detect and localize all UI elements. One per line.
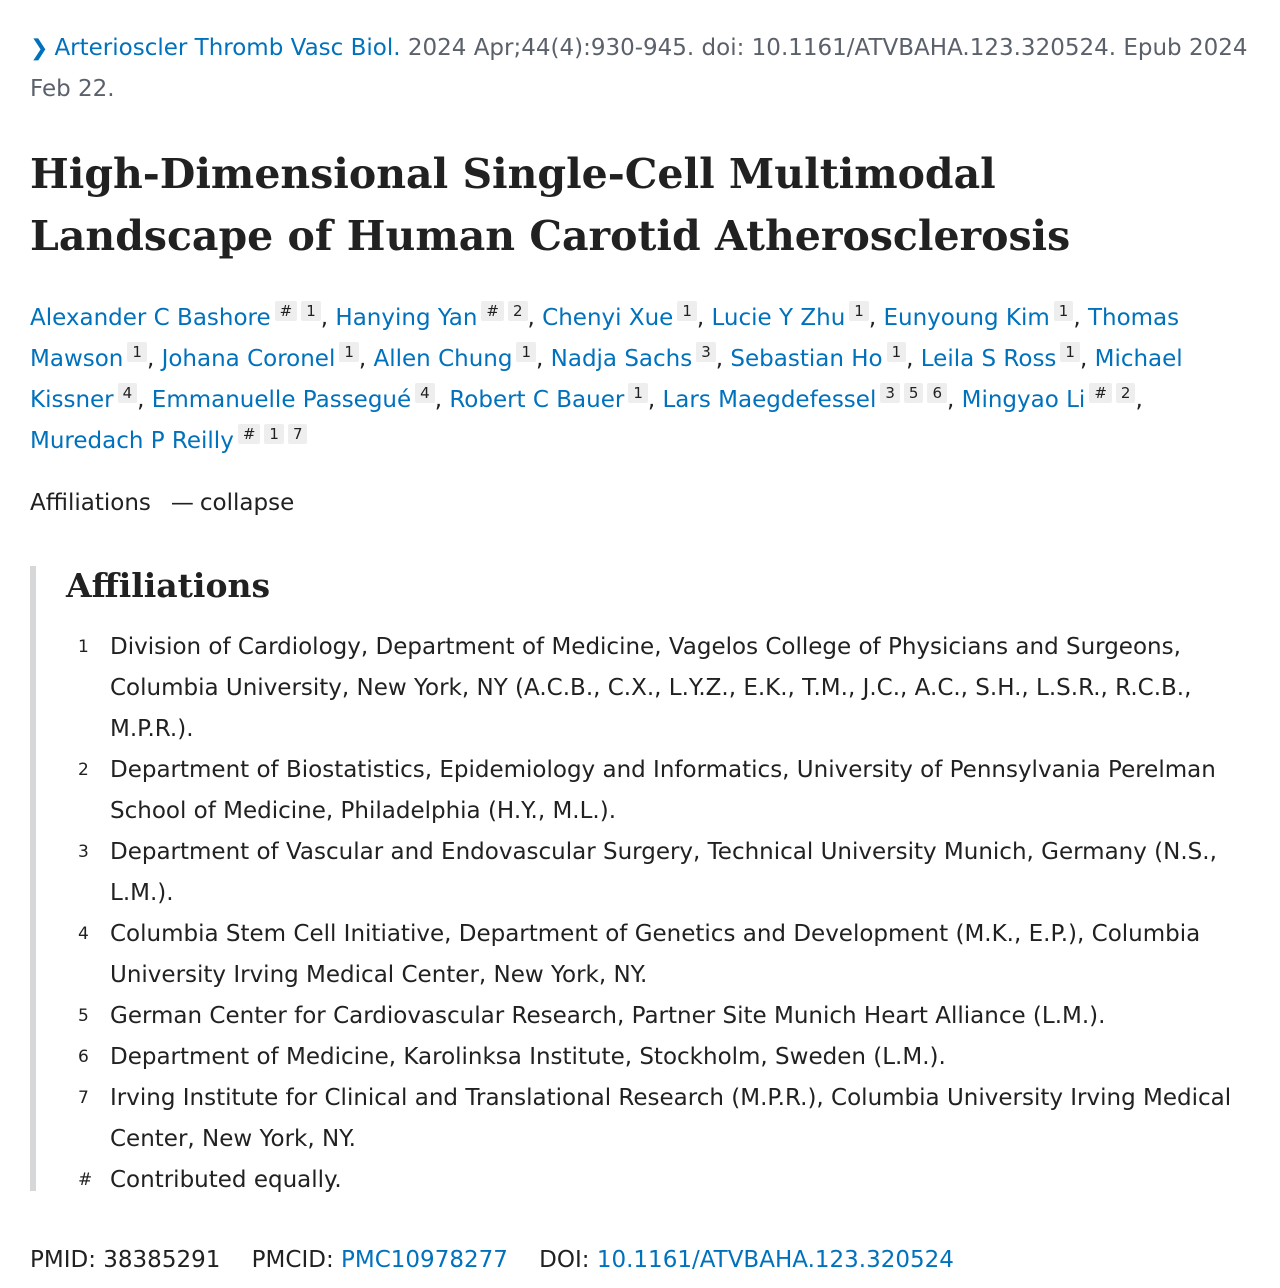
affiliation-ref[interactable]: # [238, 424, 261, 444]
author-link[interactable]: Nadja Sachs [550, 346, 693, 372]
affiliation-number: # [78, 1170, 93, 1190]
author-separator: , [696, 305, 712, 331]
author-separator: , [647, 387, 663, 413]
affiliation-text: Contributed equally. [110, 1167, 342, 1193]
chevron-right-icon[interactable]: ❯ [30, 36, 49, 61]
affiliation-number: 4 [78, 924, 89, 944]
affiliation-ref[interactable]: 1 [887, 342, 907, 362]
author-link[interactable]: Alexander C Bashore [30, 305, 271, 331]
affiliation-ref[interactable]: 2 [508, 301, 528, 321]
pmid-label: PMID: [30, 1247, 96, 1273]
affiliation-ref[interactable]: 1 [339, 342, 359, 362]
affiliations-toggle[interactable] [30, 486, 294, 520]
citation-details: 2024 Apr;44(4):930-945. doi: 10.1161/ATVBAHA.123.320524. Epub 2024 Feb 22. [30, 35, 1248, 102]
affiliation-number: 6 [78, 1047, 89, 1067]
affiliation-item [66, 996, 1271, 1037]
affiliation-text: Department of Vascular and Endovascular Surgery, Technical University Munich, Germany (N.S., L.M.). [110, 839, 1217, 906]
author-separator: , [527, 305, 543, 331]
journal-link[interactable]: Arterioscler Thromb Vasc Biol. [54, 35, 401, 61]
affiliation-text: Columbia Stem Cell Initiative, Department of Genetics and Development (M.K., E.P.), Columbia University Irving Medical Center, New York, NY. [110, 921, 1201, 988]
author-list [30, 298, 1250, 462]
author-link[interactable]: Robert C Bauer [449, 387, 625, 413]
affiliation-item [66, 914, 1271, 996]
affiliation-ref[interactable]: 1 [1060, 342, 1080, 362]
doi-label: DOI: [539, 1247, 590, 1273]
author-link[interactable]: Eunyoung Kim [883, 305, 1050, 331]
affiliation-ref[interactable]: 3 [696, 342, 716, 362]
affiliation-item [66, 1037, 1271, 1078]
affiliations-heading: Affiliations [66, 566, 271, 605]
affiliation-ref[interactable]: 1 [677, 301, 697, 321]
affiliation-ref[interactable]: # [481, 301, 504, 321]
pmcid-link[interactable]: PMC10978277 [341, 1247, 508, 1273]
pmcid [252, 1247, 508, 1273]
citation-line [30, 28, 1270, 110]
affiliation-item [66, 1078, 1271, 1160]
author-separator: , [320, 305, 336, 331]
author-link[interactable]: Emmanuelle Passegué [151, 387, 412, 413]
affiliation-ref[interactable]: # [275, 301, 298, 321]
collapse-button[interactable]: collapse [199, 490, 295, 516]
affiliation-text: Department of Biostatistics, Epidemiology and Informatics, University of Pennsylvania Perelman School of Medicine, Philadelphia (H.Y., M.L.). [110, 757, 1216, 824]
affiliation-ref[interactable]: 6 [927, 383, 947, 403]
affiliation-text: Department of Medicine, Karolinksa Institute, Stockholm, Sweden (L.M.). [110, 1044, 946, 1070]
author-separator: , [1073, 305, 1088, 331]
author-separator: , [906, 346, 921, 372]
author-link[interactable]: Michael Kissner [30, 346, 1183, 413]
author-link[interactable]: Sebastian Ho [730, 346, 883, 372]
author-separator: , [434, 387, 450, 413]
affiliation-item [66, 1160, 1271, 1201]
affiliation-number: 5 [78, 1006, 89, 1026]
author-separator: , [536, 346, 551, 372]
pmid-value: 38385291 [103, 1247, 221, 1273]
article-title: High-Dimensional Single-Cell Multimodal Landscape of Human Carotid Atherosclerosis [30, 150, 1071, 260]
pmid [30, 1247, 220, 1273]
affiliation-text: Irving Institute for Clinical and Translational Research (M.P.R.), Columbia University Irving Medical Center, New York, NY. [110, 1085, 1232, 1152]
doi [539, 1247, 954, 1273]
author-link[interactable]: Thomas Mawson [30, 305, 1180, 372]
affiliation-ref[interactable]: # [1089, 383, 1112, 403]
author-link[interactable]: Mingyao Li [961, 387, 1086, 413]
affiliation-ref[interactable]: 1 [301, 301, 321, 321]
affiliations-panel [30, 566, 1272, 1191]
affiliation-ref[interactable]: 1 [1054, 301, 1074, 321]
affiliation-ref[interactable]: 5 [904, 383, 924, 403]
affiliation-ref[interactable]: 2 [1116, 383, 1136, 403]
affiliation-number: 2 [78, 760, 89, 780]
author-separator: , [1079, 346, 1095, 372]
collapse-dash-icon: — [170, 490, 194, 516]
author-separator: , [715, 346, 731, 372]
affiliation-number: 3 [78, 842, 89, 862]
affiliation-ref[interactable]: 1 [127, 342, 147, 362]
doi-link[interactable]: 10.1161/ATVBAHA.123.320524 [596, 1247, 954, 1273]
author-separator: , [137, 387, 152, 413]
affiliation-text: German Center for Cardiovascular Research, Partner Site Munich Heart Alliance (L.M.). [110, 1003, 1106, 1029]
identifiers [30, 1243, 978, 1277]
affiliation-ref[interactable]: 1 [849, 301, 869, 321]
author-separator: , [358, 346, 374, 372]
author-link[interactable]: Lars Maegdefessel [662, 387, 877, 413]
pmcid-label: PMCID: [251, 1247, 334, 1273]
affiliation-ref[interactable]: 4 [118, 383, 138, 403]
author-separator: , [946, 387, 962, 413]
author-separator: , [868, 305, 884, 331]
author-separator: , [146, 346, 162, 372]
affiliation-ref[interactable]: 7 [288, 424, 308, 444]
affiliations-toggle-label: Affiliations [30, 490, 151, 516]
author-link[interactable]: Johana Coronel [161, 346, 336, 372]
affiliation-item [66, 627, 1271, 750]
affiliation-item [66, 832, 1271, 914]
affiliation-ref[interactable]: 3 [880, 383, 900, 403]
affiliation-ref[interactable]: 1 [628, 383, 648, 403]
author-link[interactable]: Chenyi Xue [542, 305, 674, 331]
affiliation-text: Division of Cardiology, Department of Medicine, Vagelos College of Physicians and Surgeons, Columbia University, New York, NY (A.C.B., C.X., L.Y.Z., E.K., T.M., J.C., A.C., S.H., L.S.R., R.C.B., M.P.R.). [110, 634, 1192, 742]
author-link[interactable]: Leila S Ross [920, 346, 1057, 372]
affiliation-ref[interactable]: 1 [264, 424, 284, 444]
affiliation-number: 7 [78, 1088, 89, 1108]
author-separator: , [1135, 387, 1143, 413]
affiliation-item [66, 750, 1271, 832]
author-link[interactable]: Allen Chung [373, 346, 513, 372]
affiliations-list [66, 627, 1271, 1201]
affiliation-ref[interactable]: 1 [516, 342, 536, 362]
author-link[interactable]: Lucie Y Zhu [711, 305, 846, 331]
affiliation-ref[interactable]: 4 [415, 383, 435, 403]
author-link[interactable]: Muredach P Reilly [30, 428, 234, 454]
affiliation-number: 1 [78, 637, 89, 657]
author-link[interactable]: Hanying Yan [335, 305, 478, 331]
